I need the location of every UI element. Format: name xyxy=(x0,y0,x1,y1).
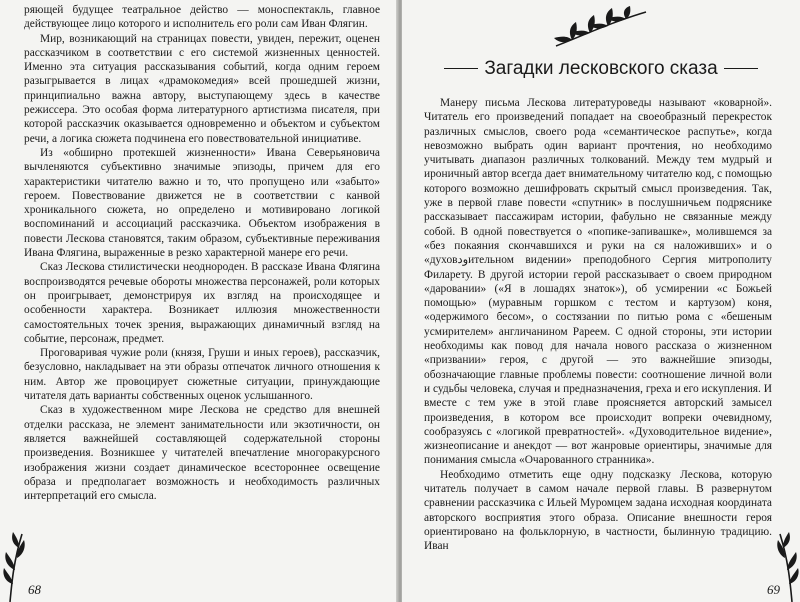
chapter-title xyxy=(416,58,786,80)
paragraph: ряющей будущее театральное действо — моноспектакль, главное действующее лицо которого и исполнитель его роли сам Иван Флягин. xyxy=(24,4,380,31)
paragraph: Сказ Лескова стилистически неоднороден. В рассказе Ивана Флягина воспроизводятся речевые обороты множества персонажей, роли которых он проигрывает, демонстрируя их взгляд на происходящее и особенности характера. Возникает иллюзия множественности самостоятельных точек зрения, выражающих динамичный взгляд на событие, персонаж, предмет. xyxy=(24,261,380,345)
left-page xyxy=(0,0,398,602)
branch-ornament-icon xyxy=(2,530,28,602)
title-rule-left xyxy=(444,68,478,69)
page-number: 68 xyxy=(28,582,41,597)
paragraph: Проговаривая чужие роли (князя, Груши и иных героев), рассказчик, безусловно, накладывает на эти образы отпечаток личного отношения к ним. Автор же провоцирует сюжетные ситуации, принуждающие читателя дать варианты собственных оценок услышанного. xyxy=(24,347,380,403)
chapter-title-text: Загадки лесковского сказа xyxy=(484,58,718,79)
right-page-text xyxy=(424,96,772,554)
paragraph: Необходимо отметить еще одну подсказку Лескова, которую читатель получает в самом начале первой главы. В развернутом сравнении рассказчика с Ильей Муромцем задана исходная координата авторского восприятия этого образа. Описание внешности героя ориентировано на фольклорную, в частности, былинную традицию. Иван xyxy=(424,468,772,553)
laurel-branch-icon xyxy=(552,6,650,52)
paragraph: Манеру письма Лескова литературоведы называют «коварной». Читатель его произведений попадает на своеобразный перекресток различных смыслов, своего рода «семантическое распутье», когда невозможно выбрать один вариант прочтения, но необходимо учитывать диапазон различных толкований. Между тем мудрый и ироничный автор всегда дает внимательному читателю код, с помощью которого возможно дешифровать скрытый смысл произведения. Так, уже в первой главе повести «спутник» в послушничьем подряснике рассказывает пассажирам истории, фабульно не связанные между собой. В одной повествуется о «попике-запивашке», молившемся за «без покаяния скончавшихся и руки на ся наложивших» и о «духовودительном видении» преподобного Сергия митрополиту Филарету. В другой истории герой рассказывает о своем природном «даровании» («Я в лошадях знаток»), об усмирении «с Божьей помощью» (муравным горшком с тестом и картузом) коня, «одержимого бесом», о состязании по питью рома с «бешеным усмирителем» англичанином Рареем. С одной стороны, эти истории необходимы как повод для начала нового рассказа о жизненном «призвании» героя, с другой — это важнейшие эпизоды, обозначающие главные проблемы повести: соотношение личной воли и судьбы человека, случая и предназначения, греха и его искупления. И вместе с тем уже в этой главе проясняется авторский замысел произведения, в котором все происходит вопреки очевидному, сообразуясь с «логикой превратностей». «Духоводительное видение», жизнеописание и анекдот — вот жанровые ориентиры, значимые для понимания смысла «Очарованного странника». xyxy=(424,97,772,467)
paragraph: Мир, возникающий на страницах повести, увиден, пережит, оценен рассказчиком в соответствии с его системой жизненных ценностей. Именно эта ситуация рассказывания событий, когда одним героем разыгрывается в лицах «драмокомедия» всей прошедшей жизни, принципиально важна автору, выступающему здесь в качестве режиссера. Это особая форма литературного артистизма писателя, при которой рассказчик оказывается одновременно и объектом и субъектом речи, а логика сюжета подчинена его повествовательной инициативе. xyxy=(24,32,380,145)
page-number: 69 xyxy=(767,582,780,597)
paragraph: Из «обширно протекшей жизненности» Ивана Северьяновича вычленяются субъективно значимые эпизоды, причем для его характеристики читателю важно и то, что пропущено или «забыто» героем. Повествование движется не в соответствии с канвой хроникального сюжета, но определено и мотивировано логикой воспоминаний и ассоциаций рассказчика. Объектом изображения в повести Лескова становятся, таким образом, субъективные переживания Ивана Флягина, выраженные в резко характерной манере его речи. xyxy=(24,146,380,260)
left-page-text xyxy=(24,3,380,503)
paragraph: Сказ в художественном мире Лескова не средство для внешней отделки рассказа, не элемент занимательности или экзотичности, он является важнейшей составляющей содержательной стороны произведения. Возникшее у читателей впечатление многоракурсного изображения жизни создает динамическое всестороннее освещение образа и предполагает возможность и необходимость различных интерпретаций его смысла. xyxy=(24,404,380,503)
title-rule-right xyxy=(724,68,758,69)
right-page xyxy=(402,0,800,602)
